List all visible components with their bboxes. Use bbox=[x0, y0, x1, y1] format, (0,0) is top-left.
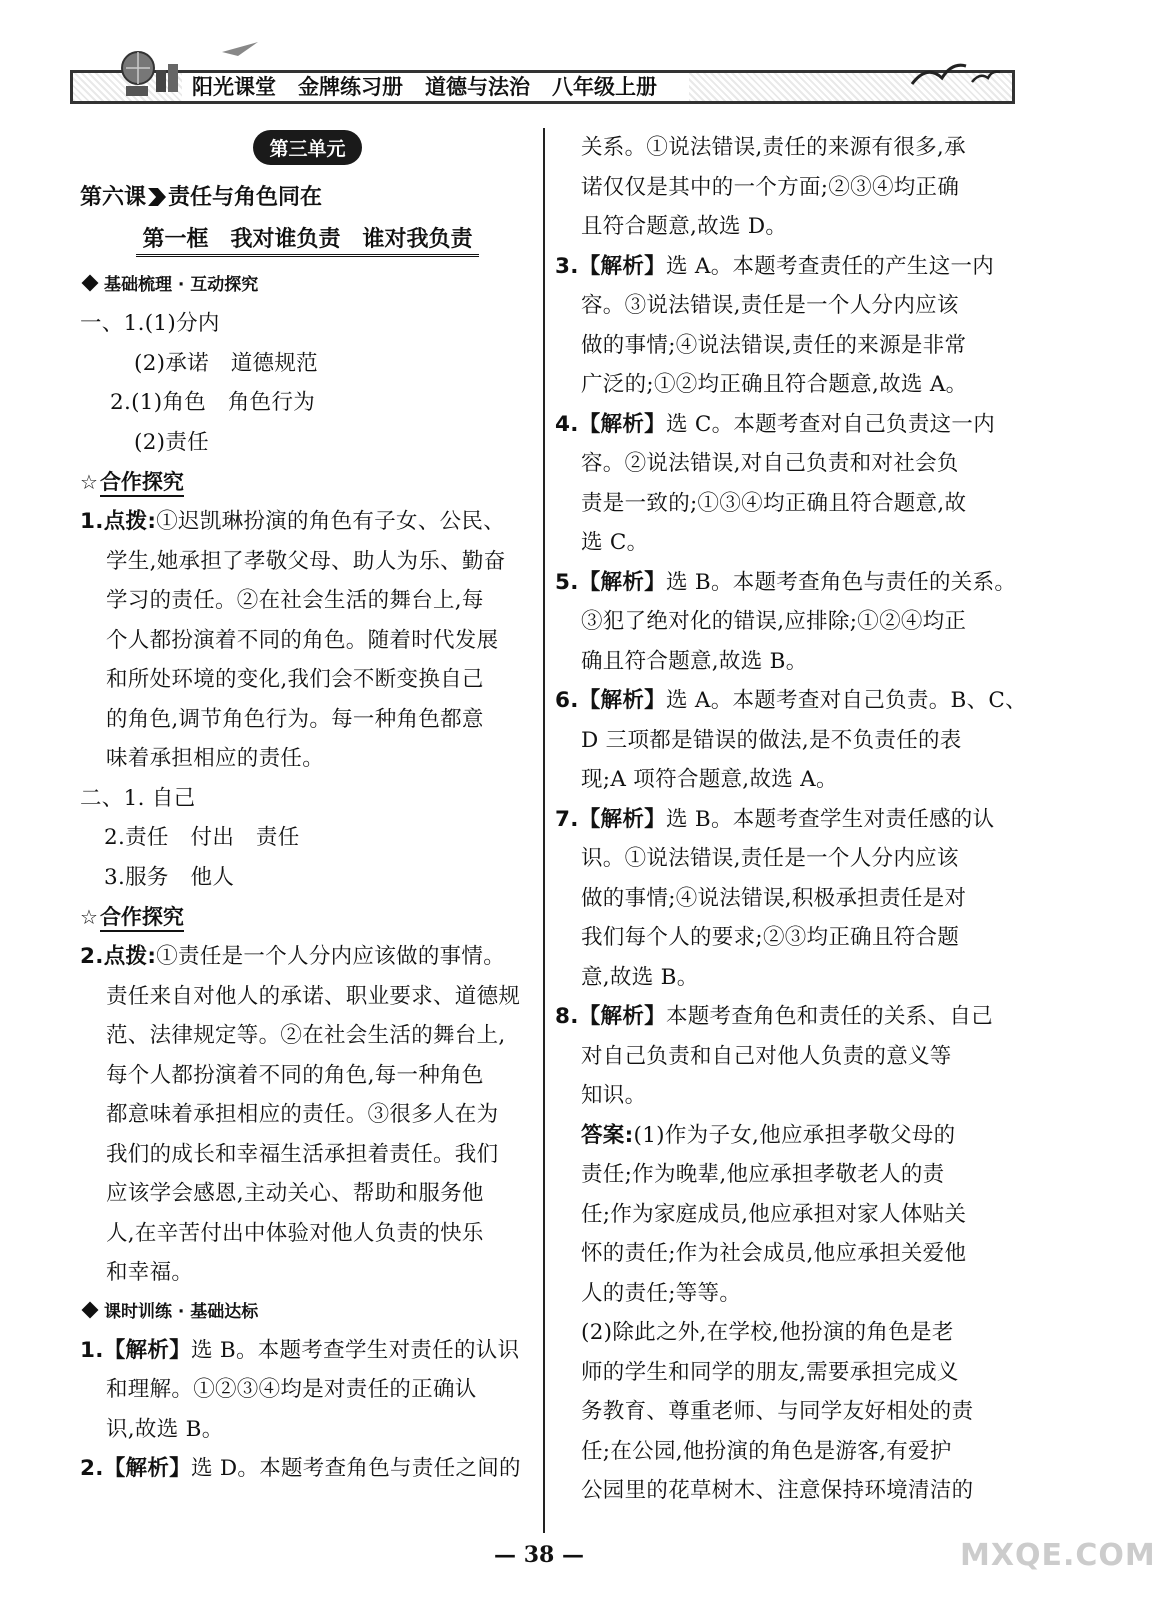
text-line bbox=[80, 344, 535, 384]
line-text: 公园里的花草树木、注意保持环境清洁的 bbox=[581, 1478, 974, 1503]
text-line bbox=[80, 1174, 535, 1214]
right-column bbox=[555, 128, 1027, 1511]
line-text: 做的事情;④说法错误,积极承担责任是对 bbox=[581, 885, 967, 911]
line-text: (2)除此之外,在学校,他扮演的角色是老 bbox=[581, 1320, 954, 1345]
text-line bbox=[555, 681, 1027, 721]
line-text: 应该学会感恩,主动关心、帮助和服务他 bbox=[106, 1181, 484, 1206]
text-line bbox=[555, 128, 1010, 168]
line-text: (1)作为子女,他应承担孝敬父母的 bbox=[633, 1122, 956, 1148]
text-line bbox=[555, 405, 1010, 445]
text-line bbox=[80, 977, 535, 1017]
line-text: 本题考查角色和责任的关系、自己 bbox=[665, 1004, 993, 1029]
right-lines bbox=[555, 128, 1027, 1511]
text-line bbox=[80, 581, 535, 621]
line-text: 和理解。①②③④均是对责任的正确认 bbox=[106, 1377, 477, 1402]
line-text: 识。①说法错误,责任是一个人分内应该 bbox=[581, 846, 959, 871]
line-text: 选 A。本题考查责任的产生这一内 bbox=[665, 253, 995, 279]
text-line bbox=[80, 1016, 535, 1056]
text-line bbox=[555, 247, 1010, 287]
line-text: 识,故选 B。 bbox=[106, 1416, 224, 1442]
text-line bbox=[555, 760, 1010, 800]
page-number: — 38 — bbox=[494, 1542, 584, 1568]
text-line bbox=[80, 858, 535, 898]
text-line bbox=[555, 1195, 1010, 1235]
line-text: ①责任是一个人分内应该做的事情。 bbox=[156, 944, 506, 969]
text-line bbox=[555, 1313, 1010, 1353]
section-heading-text: 基础梳理 · 互动探究 bbox=[104, 275, 259, 295]
item-label: 6.【解析】 bbox=[555, 688, 666, 713]
line-text: 2.责任 付出 责任 bbox=[104, 825, 300, 850]
left-column bbox=[80, 128, 535, 1489]
section-heading bbox=[80, 266, 535, 304]
section-heading-text: 课时训练 · 基础达标 bbox=[104, 1301, 259, 1322]
line-text: 知识。 bbox=[581, 1083, 647, 1108]
text-line bbox=[80, 937, 535, 977]
text-line bbox=[555, 839, 1010, 879]
text-line bbox=[555, 879, 1010, 919]
frame-title bbox=[80, 220, 535, 266]
line-text: 务教育、尊重老师、与同学友好相处的责 bbox=[581, 1399, 974, 1424]
text-line bbox=[555, 1353, 1010, 1393]
birds-icon bbox=[902, 54, 1002, 94]
item-label: 8.【解析】 bbox=[555, 1004, 666, 1029]
text-line bbox=[80, 1056, 535, 1096]
line-text: ③犯了绝对化的错误,应排除;①②④均正 bbox=[581, 609, 967, 634]
section-heading bbox=[80, 1293, 535, 1331]
lesson-heading bbox=[80, 176, 535, 220]
text-line bbox=[555, 1471, 1010, 1511]
text-line bbox=[555, 563, 1017, 603]
text-line bbox=[555, 326, 1010, 366]
text-line bbox=[80, 1135, 535, 1175]
paper-plane-icon bbox=[220, 40, 260, 60]
line-text: 容。③说法错误,责任是一个人分内应该 bbox=[581, 293, 959, 318]
text-line bbox=[555, 207, 1010, 247]
text-line bbox=[80, 1410, 535, 1450]
globe-icon bbox=[122, 42, 182, 98]
line-text: 我们的成长和幸福生活承担着责任。我们 bbox=[106, 1141, 499, 1167]
text-line bbox=[80, 660, 535, 700]
item-label: 1.点拨: bbox=[80, 509, 157, 534]
unit-heading bbox=[80, 128, 535, 176]
line-text: 范、法律规定等。②在社会生活的舞台上, bbox=[106, 1023, 506, 1048]
line-text: 每个人都扮演着不同的角色,每一种角色 bbox=[106, 1062, 484, 1088]
line-text: 3.服务 他人 bbox=[104, 864, 235, 890]
text-line bbox=[555, 1155, 1010, 1195]
line-text: 2.(1)角色 角色行为 bbox=[110, 390, 316, 415]
page-header bbox=[70, 40, 1015, 110]
line-text: 选 B。本题考查学生对责任感的认 bbox=[665, 806, 995, 832]
item-label: 答案: bbox=[581, 1122, 634, 1148]
text-line bbox=[555, 1392, 1010, 1432]
text-line bbox=[80, 1370, 535, 1410]
text-line bbox=[555, 286, 1010, 326]
line-text: 怀的责任;作为社会成员,他应承担关爱他 bbox=[581, 1241, 967, 1266]
text-line bbox=[555, 1037, 1010, 1077]
text-line bbox=[80, 304, 535, 344]
line-text: 确且符合题意,故选 B。 bbox=[581, 648, 808, 674]
line-text: 都意味着承担相应的责任。③很多人在为 bbox=[106, 1102, 499, 1127]
line-text: 意,故选 B。 bbox=[581, 964, 699, 990]
line-text: 学习的责任。②在社会生活的舞台上,每 bbox=[106, 588, 484, 613]
line-text: 责任来自对他人的承诺、职业要求、道德规 bbox=[106, 983, 521, 1009]
line-text: 选 D。本题考查角色与责任之间的 bbox=[190, 1456, 521, 1481]
line-text: 的角色,调节角色行为。每一种角色都意 bbox=[106, 706, 484, 732]
text-line bbox=[555, 1432, 1010, 1472]
text-line bbox=[80, 1253, 535, 1293]
lesson-title: 责任与角色同在 bbox=[168, 185, 323, 210]
text-line bbox=[80, 700, 535, 740]
line-text: 个人都扮演着不同的角色。随着时代发展 bbox=[106, 627, 499, 653]
line-text: 一、1.(1)分内 bbox=[80, 311, 220, 336]
line-text: 广泛的;①②均正确且符合题意,故选 A。 bbox=[581, 372, 968, 397]
lesson-number: 第六课 bbox=[80, 185, 147, 210]
text-line bbox=[80, 1095, 535, 1135]
item-label: 2.【解析】 bbox=[80, 1456, 191, 1481]
header-series: 阳光课堂 bbox=[192, 75, 276, 99]
diamond-icon bbox=[82, 1301, 99, 1318]
line-text: 和所处环境的变化,我们会不断变换自己 bbox=[106, 667, 484, 692]
item-label: 5.【解析】 bbox=[555, 569, 666, 595]
line-text: ①迟凯琳扮演的角色有子女、公民、 bbox=[156, 509, 506, 534]
text-line bbox=[80, 1214, 535, 1254]
text-line bbox=[555, 1076, 1010, 1116]
text-line bbox=[555, 365, 1010, 405]
text-line bbox=[555, 918, 1010, 958]
line-text: 现;A 项符合题意,故选 A。 bbox=[581, 767, 838, 792]
chevron-right-icon bbox=[148, 188, 166, 206]
text-line bbox=[555, 958, 1010, 998]
header-grade: 八年级上册 bbox=[552, 75, 657, 99]
text-line bbox=[555, 484, 1010, 524]
item-label: 4.【解析】 bbox=[555, 411, 666, 437]
line-text: 对自己负责和自己对他人负责的意义等 bbox=[581, 1043, 952, 1069]
coop-heading bbox=[80, 462, 535, 502]
text-line bbox=[555, 721, 1010, 761]
line-text: 容。②说法错误,对自己负责和对社会负 bbox=[581, 451, 959, 476]
line-text: 选 A。本题考查对自己负责。B、C、 bbox=[665, 688, 1027, 713]
text-line bbox=[555, 1274, 1010, 1314]
line-text: 选 C。本题考查对自己负责这一内 bbox=[665, 411, 996, 437]
unit-badge: 第三单元 bbox=[253, 130, 361, 165]
line-text: 二、1. 自己 bbox=[80, 785, 196, 811]
text-line bbox=[80, 383, 535, 423]
line-text: 人,在辛苦付出中体验对他人负责的快乐 bbox=[106, 1220, 484, 1246]
header-subject: 道德与法治 bbox=[425, 75, 530, 99]
star-icon: ☆ bbox=[80, 905, 98, 929]
text-line bbox=[555, 997, 1010, 1037]
coop-heading-text: 合作探究 bbox=[100, 905, 184, 932]
text-line bbox=[555, 602, 1010, 642]
text-line bbox=[80, 1449, 535, 1489]
left-lines bbox=[80, 266, 535, 1489]
text-line bbox=[555, 168, 1010, 208]
diamond-icon bbox=[82, 275, 99, 292]
text-line bbox=[80, 502, 535, 542]
coop-heading bbox=[80, 897, 535, 937]
line-text: 任;在公园,他扮演的角色是游客,有爱护 bbox=[581, 1438, 952, 1464]
line-text: 选 B。本题考查学生对责任的认识 bbox=[190, 1337, 520, 1363]
line-text: 味着承担相应的责任。 bbox=[106, 746, 325, 771]
item-label: 7.【解析】 bbox=[555, 806, 666, 832]
text-line bbox=[555, 800, 1010, 840]
line-text: 人的责任;等等。 bbox=[581, 1280, 742, 1306]
item-label: 2.点拨: bbox=[80, 944, 157, 969]
star-icon: ☆ bbox=[80, 470, 98, 494]
line-text: D 三项都是错误的做法,是不负责任的表 bbox=[581, 727, 962, 753]
text-line bbox=[80, 739, 535, 779]
text-line bbox=[80, 1331, 535, 1371]
text-line bbox=[555, 1116, 1010, 1156]
text-line bbox=[80, 621, 535, 661]
header-book: 金牌练习册 bbox=[298, 75, 403, 99]
text-line bbox=[555, 523, 1010, 563]
text-line bbox=[80, 818, 535, 858]
text-line bbox=[80, 779, 535, 819]
line-text: 且符合题意,故选 D。 bbox=[581, 214, 788, 239]
line-text: 诺仅仅是其中的一个方面;②③④均正确 bbox=[581, 174, 960, 200]
line-text: 选 C。 bbox=[581, 530, 649, 555]
frame-title-text: 第一框 我对谁负责 谁对我负责 bbox=[136, 227, 478, 257]
line-text: 关系。①说法错误,责任的来源有很多,承 bbox=[581, 135, 966, 160]
text-line bbox=[555, 444, 1010, 484]
item-label: 3.【解析】 bbox=[555, 253, 666, 279]
coop-heading-text: 合作探究 bbox=[100, 470, 184, 497]
column-divider bbox=[543, 128, 545, 1533]
line-text: (2)承诺 道德规范 bbox=[134, 350, 318, 376]
text-line bbox=[80, 542, 535, 582]
item-label: 1.【解析】 bbox=[80, 1337, 191, 1363]
line-text: 做的事情;④说法错误,责任的来源是非常 bbox=[581, 332, 967, 358]
text-line bbox=[80, 423, 535, 463]
line-text: 学生,她承担了孝敬父母、助人为乐、勤奋 bbox=[106, 548, 506, 574]
text-line bbox=[555, 1234, 1010, 1274]
line-text: 责任;作为晚辈,他应承担孝敬老人的责 bbox=[581, 1162, 945, 1187]
line-text: 选 B。本题考查角色与责任的关系。 bbox=[665, 569, 1017, 595]
line-text: 我们每个人的要求;②③均正确且符合题 bbox=[581, 925, 960, 950]
line-text: 任;作为家庭成员,他应承担对家人体贴关 bbox=[581, 1201, 967, 1227]
watermark: MXQE.COM bbox=[960, 1538, 1156, 1573]
line-text: 和幸福。 bbox=[106, 1260, 194, 1285]
line-text: 师的学生和同学的朋友,需要承担完成义 bbox=[581, 1359, 959, 1385]
text-line bbox=[555, 642, 1010, 682]
header-title bbox=[182, 73, 689, 101]
line-text: (2)责任 bbox=[134, 429, 209, 455]
line-text: 责是一致的;①③④均正确且符合题意,故 bbox=[581, 490, 967, 516]
